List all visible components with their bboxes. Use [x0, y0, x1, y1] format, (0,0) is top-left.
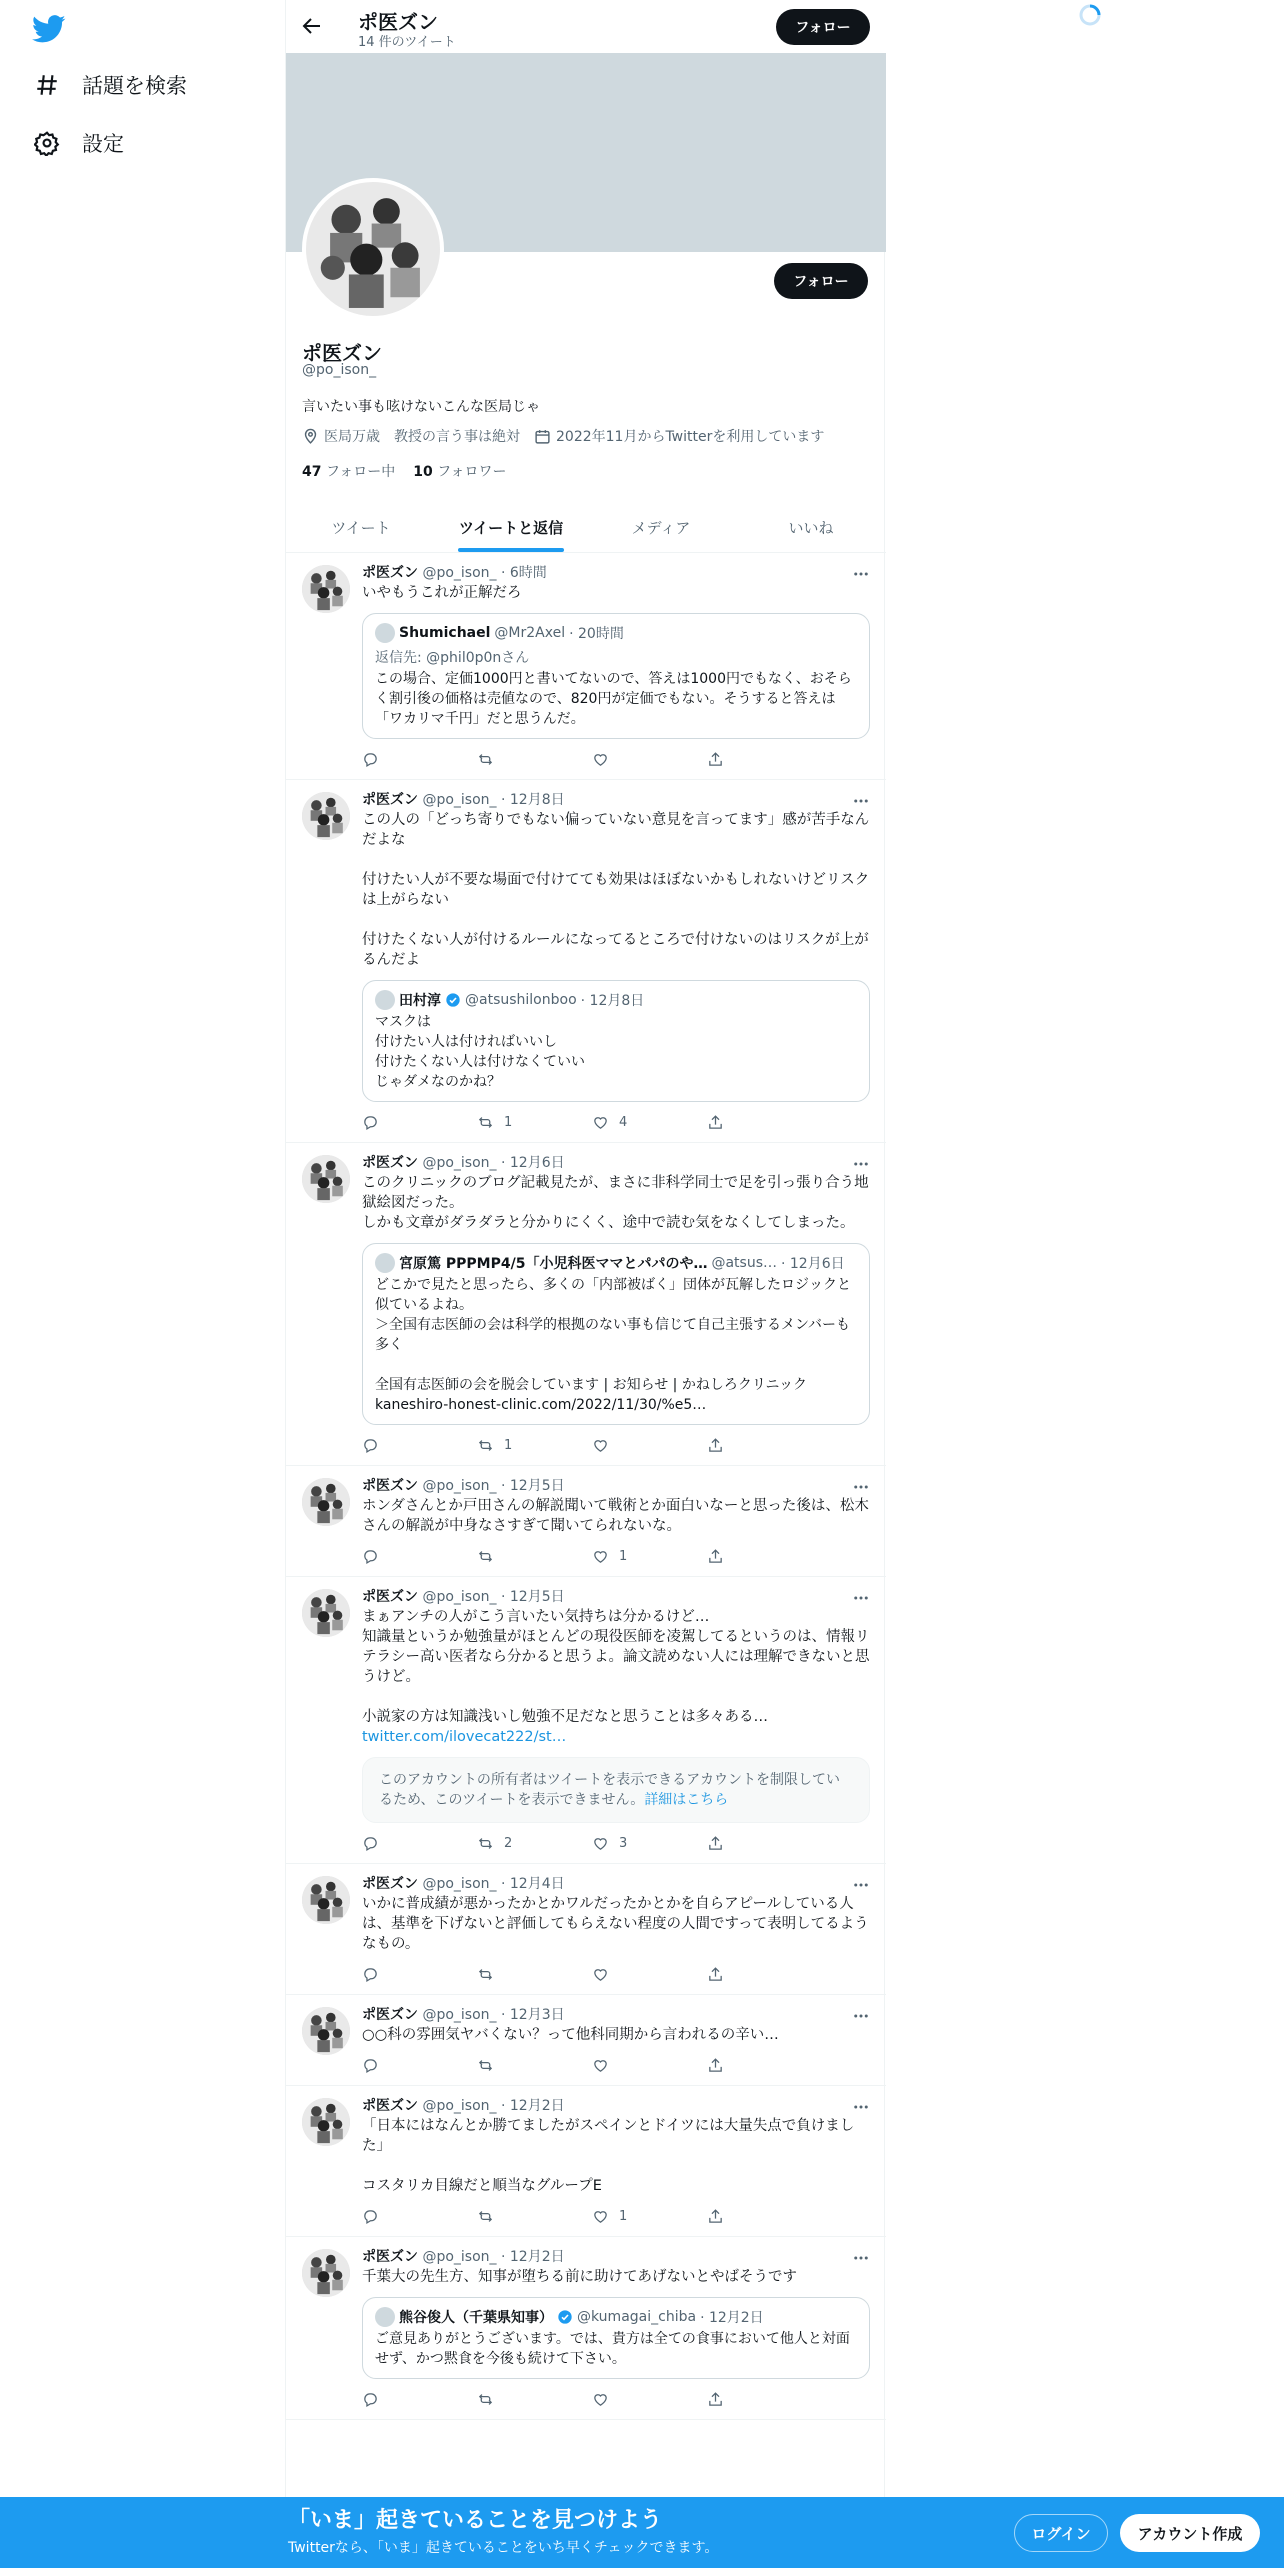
- reply-button[interactable]: [362, 1114, 442, 1131]
- quoted-tweet-text: この場合、定価1000円と書いてないので、答えは1000円でもなく、おそらく割引後の価格は売値なので、820円が定価でもない。そうすると答えは「ワカリマ千円」だと思うんだ。: [375, 671, 852, 727]
- reply-icon: [362, 1835, 379, 1852]
- tweet-header: [362, 563, 870, 583]
- bottom-banner-title: 「いま」起きていることを見つけよう: [288, 2508, 663, 2533]
- profile-name: ポ医ズン: [302, 341, 382, 365]
- retweet-button[interactable]: [477, 2391, 557, 2408]
- calendar-icon: [534, 428, 551, 445]
- reply-button[interactable]: [362, 2057, 442, 2074]
- tweet-author-name[interactable]: ポ医ズン: [362, 1876, 418, 1892]
- tweet-text: まぁアンチの人がこう言いたい気持ちは分かるけど… 知識量というか勉強量がほとんどの現役医師を凌駕してるというのは、情報リテラシー高い医者なら分かると思うよ。論文読めない人には理解できないと思うけど。 小説家の方は知識浅いし勉強不足だなと思うことは多々ある…: [362, 1609, 870, 1725]
- share-icon: [707, 2391, 724, 2408]
- tweet-link[interactable]: twitter.com/ilovecat222/st…: [362, 1729, 567, 1745]
- quoted-tweet[interactable]: [362, 613, 870, 739]
- tweet-author-name[interactable]: ポ医ズン: [362, 2249, 418, 2265]
- share-icon: [707, 2208, 724, 2225]
- quoted-tweet-text: マスクは 付けたい人は付ければいいし 付けたくない人は付けなくていい じゃダメなのかね？: [375, 1014, 585, 1090]
- tweet-header: [362, 2096, 870, 2116]
- more-options-icon[interactable]: [852, 565, 870, 583]
- share-button[interactable]: [707, 2208, 787, 2225]
- quoted-tweet-header: [375, 623, 857, 643]
- retweet-icon: [477, 1114, 494, 1131]
- profile-joined: [534, 426, 824, 446]
- quoted-tweet[interactable]: [362, 2297, 870, 2379]
- more-options-icon[interactable]: [852, 2007, 870, 2025]
- share-button[interactable]: [707, 1548, 787, 1565]
- quoted-avatar: [375, 2307, 395, 2327]
- signup-button[interactable]: アカウント作成: [1120, 2514, 1260, 2552]
- like-button[interactable]: [592, 2208, 672, 2225]
- heart-icon: [592, 2391, 609, 2408]
- quoted-author-name: 熊谷俊人（千葉県知事）: [399, 2310, 553, 2326]
- tweet-avatar[interactable]: [302, 1876, 350, 1924]
- like-button[interactable]: [592, 751, 672, 768]
- quoted-tweet[interactable]: [362, 980, 870, 1102]
- quoted-avatar: [375, 623, 395, 643]
- nav-settings[interactable]: [34, 128, 124, 158]
- share-button[interactable]: [707, 1835, 787, 1852]
- tweet-time[interactable]: · 12月5日: [500, 1589, 565, 1605]
- share-button[interactable]: [707, 2391, 787, 2408]
- share-icon: [707, 1966, 724, 1983]
- reply-button[interactable]: [362, 1835, 442, 1852]
- like-button[interactable]: [592, 2057, 672, 2074]
- tweet-header: [362, 1476, 870, 1496]
- tweet-author-name[interactable]: ポ医ズン: [362, 565, 418, 581]
- retweet-count: 2: [504, 1835, 513, 1851]
- more-options-icon[interactable]: [852, 2098, 870, 2116]
- quoted-author-handle: @atsus…: [711, 1255, 777, 1271]
- share-button[interactable]: [707, 1966, 787, 1983]
- following-link[interactable]: [302, 461, 395, 481]
- reply-button[interactable]: [362, 2391, 442, 2408]
- quoted-time: · 12月2日: [700, 2310, 764, 2326]
- profile-follow-stats: [302, 461, 507, 481]
- heart-icon: [592, 2057, 609, 2074]
- tweet-author-handle[interactable]: @po_ison_: [422, 565, 497, 581]
- tweet-actions: [362, 1964, 787, 1984]
- reply-icon: [362, 2057, 379, 2074]
- tweet-time[interactable]: · 12月8日: [500, 792, 565, 808]
- like-button[interactable]: [592, 1114, 672, 1131]
- tweet-avatar[interactable]: [302, 2007, 350, 2055]
- following-label: フォロー中: [325, 464, 396, 480]
- main-column: [285, 0, 885, 2568]
- location-pin-icon: [302, 428, 319, 445]
- retweet-icon: [477, 1437, 494, 1454]
- retweet-button[interactable]: [477, 1114, 557, 1131]
- quoted-time: · 12月8日: [580, 993, 645, 1009]
- profile-meta: [302, 426, 824, 446]
- tab-likes[interactable]: いいね: [788, 519, 834, 537]
- tweet-author-handle[interactable]: @po_ison_: [422, 1478, 497, 1494]
- profile-tabs: [286, 503, 886, 553]
- tweet-avatar[interactable]: [302, 1589, 350, 1637]
- share-icon: [707, 1437, 724, 1454]
- retweet-icon: [477, 1548, 494, 1565]
- tweet[interactable]: [286, 1577, 886, 1864]
- follow-button[interactable]: フォロー: [774, 263, 868, 299]
- share-icon: [707, 1835, 724, 1852]
- tweet-actions: [362, 1112, 787, 1132]
- heart-icon: [592, 1966, 609, 1983]
- header-name: ポ医ズン: [358, 10, 438, 34]
- header-tweet-count: 14 件のツイート: [358, 35, 456, 50]
- heart-icon: [592, 1548, 609, 1565]
- tab-tweets-and-replies[interactable]: ツイートと返信: [436, 503, 586, 552]
- tweet-text: このクリニックのブログ記載見たが、まさに非科学同士で足を引っ張り合う地獄絵図だった。 しかも文章がダラダラと分かりにくく、途中で読む気をなくしてしまった。: [362, 1175, 869, 1231]
- retweet-count: 1: [504, 1114, 513, 1130]
- tweet-avatar[interactable]: [302, 1478, 350, 1526]
- quoted-tweet-header: [375, 990, 857, 1010]
- reply-icon: [362, 1437, 379, 1454]
- share-icon: [707, 1114, 724, 1131]
- tweet-text: ホンダさんとか戸田さんの解説聞いて戦術とか面白いなーと思った後は、松木さんの解説が中身なさすぎて聞いてられないな。: [362, 1498, 869, 1534]
- like-button[interactable]: [592, 1966, 672, 1983]
- tweet-time[interactable]: · 12月4日: [500, 1876, 565, 1892]
- share-icon: [707, 2057, 724, 2074]
- tweet-header: [362, 1587, 870, 1607]
- back-arrow-icon[interactable]: [300, 14, 324, 38]
- bottom-banner-subtitle: Twitterなら、「いま」起きていることをいち早くチェックできます。: [288, 2540, 719, 2556]
- reply-icon: [362, 1548, 379, 1565]
- profile-joined-text: 2022年11月からTwitterを利用しています: [556, 429, 825, 445]
- quoted-author-name: Shumichael: [399, 625, 491, 641]
- notice-learn-more-link[interactable]: 詳細はこちら: [644, 1792, 729, 1808]
- loading-spinner-icon: [1078, 3, 1102, 27]
- tweet-actions: [362, 1435, 787, 1455]
- tweet-unavailable-notice: [362, 1757, 870, 1823]
- tweet-feed: [286, 553, 886, 2420]
- followers-label: フォロワー: [437, 464, 507, 480]
- reply-button[interactable]: [362, 2208, 442, 2225]
- follow-button-top[interactable]: フォロー: [776, 9, 870, 45]
- retweet-icon: [477, 2057, 494, 2074]
- quoted-author-handle: @atsushilonboo: [465, 992, 577, 1008]
- quoted-time: · 12月6日: [780, 1256, 845, 1272]
- gear-icon: [34, 130, 60, 156]
- tweet[interactable]: [286, 2086, 886, 2237]
- heart-icon: [592, 1114, 609, 1131]
- tweet-avatar[interactable]: [302, 2098, 350, 2146]
- tweet[interactable]: [286, 780, 886, 1143]
- heart-icon: [592, 1437, 609, 1454]
- tweet-header: [362, 790, 870, 810]
- tweet-actions: [362, 2389, 787, 2409]
- tweet-author-name[interactable]: ポ医ズン: [362, 1589, 418, 1605]
- tweet[interactable]: [286, 1995, 886, 2086]
- quoted-avatar: [375, 1253, 395, 1273]
- hashtag-icon: [34, 72, 60, 98]
- tab-tweets[interactable]: ツイート: [331, 519, 391, 537]
- tweet-author-name[interactable]: ポ医ズン: [362, 2098, 418, 2114]
- share-button[interactable]: [707, 2057, 787, 2074]
- tweet-time[interactable]: · 12月6日: [500, 1155, 565, 1171]
- tweet-actions: [362, 1833, 787, 1853]
- tweet-actions: [362, 749, 787, 769]
- quoted-author-name: 宮原篤 PPPMP4/5「小児科医ママとパパのや…: [399, 1256, 708, 1272]
- retweet-icon: [477, 751, 494, 768]
- tweet-author-name[interactable]: ポ医ズン: [362, 2007, 418, 2023]
- quoted-author-handle: @kumagai_chiba: [577, 2309, 697, 2325]
- followers-link[interactable]: [413, 461, 506, 481]
- more-options-icon[interactable]: [852, 1155, 870, 1173]
- retweet-count: 1: [504, 1437, 513, 1453]
- profile-avatar[interactable]: [302, 178, 444, 320]
- profile-location: [302, 426, 520, 446]
- tweet-author-handle[interactable]: @po_ison_: [422, 1155, 497, 1171]
- more-options-icon[interactable]: [852, 2249, 870, 2267]
- tweet-author-handle[interactable]: @po_ison_: [422, 2098, 497, 2114]
- quoted-tweet-header: [375, 2307, 857, 2327]
- verified-badge-icon: [557, 2309, 573, 2325]
- top-bar: [286, 0, 886, 53]
- retweet-button[interactable]: [477, 1437, 557, 1454]
- tweet-header: [362, 2005, 870, 2025]
- twitter-logo-icon[interactable]: [32, 12, 66, 46]
- share-icon: [707, 1548, 724, 1565]
- nav-settings-label: 設定: [82, 132, 124, 156]
- quoted-author-name: 田村淳: [399, 993, 441, 1009]
- tweet-avatar[interactable]: [302, 565, 350, 613]
- tweet-text: いかに普成績が悪かったかとかワルだったかとかを自らアピールしている人は、基準を下げないと評価してもらえない程度の人間ですって表明してるようなもの。: [362, 1896, 869, 1952]
- more-options-icon[interactable]: [852, 792, 870, 810]
- like-button[interactable]: [592, 1835, 672, 1852]
- reply-button[interactable]: [362, 1437, 442, 1454]
- tweet-author-name[interactable]: ポ医ズン: [362, 1478, 418, 1494]
- tweet-author-handle[interactable]: @po_ison_: [422, 1876, 497, 1892]
- tweet-author-name[interactable]: ポ医ズン: [362, 792, 418, 808]
- like-count: 4: [619, 1114, 628, 1130]
- nav-explore[interactable]: [34, 70, 187, 100]
- login-button[interactable]: ログイン: [1014, 2514, 1108, 2552]
- notice-text: このアカウントの所有者はツイートを表示できるアカウントを制限しているため、このツイートを表示できません。: [379, 1772, 841, 1808]
- retweet-button[interactable]: [477, 2208, 557, 2225]
- tweet-text: いやもうこれが正解だろ: [362, 585, 522, 601]
- more-options-icon[interactable]: [852, 1478, 870, 1496]
- verified-badge-icon: [445, 992, 461, 1008]
- retweet-button[interactable]: [477, 1548, 557, 1565]
- tweet-header: [362, 1874, 870, 1894]
- tweet[interactable]: [286, 2237, 886, 2420]
- share-button[interactable]: [707, 1114, 787, 1131]
- reply-icon: [362, 1966, 379, 1983]
- quoted-tweet-text: どこかで見たと思ったら、多くの「内部被ばく」団体が瓦解したロジックと似ているよね。 ＞全国有志医師の会は科学的根拠のない事も信じて自己主張するメンバーも多く 全国有志医師の会を脱会しています | お知らせ | かねしろクリニック kaneshiro-honest-clinic.com/2022/11/30/%e5…: [375, 1277, 851, 1413]
- share-button[interactable]: [707, 1437, 787, 1454]
- followers-count: 10: [413, 464, 433, 480]
- retweet-icon: [477, 2208, 494, 2225]
- tweet-text: この人の「どっち寄りでもない偏っていない意見を言ってます」感が苦手なんだよな 付けたい人が不要な場面で付けてても効果はほぼないかもしれないけどリスクは上がらない 付けたくない人が付けるルールになってるところで付けないのはリスクが上がるんだよ: [362, 812, 870, 968]
- tweet-actions: [362, 2055, 787, 2075]
- retweet-button[interactable]: [477, 751, 557, 768]
- heart-icon: [592, 1835, 609, 1852]
- tweet-avatar[interactable]: [302, 792, 350, 840]
- like-button[interactable]: [592, 1548, 672, 1565]
- tweet-time[interactable]: · 12月2日: [500, 2098, 565, 2114]
- tweet[interactable]: [286, 1466, 886, 1577]
- tweet-avatar[interactable]: [302, 1155, 350, 1203]
- quoted-tweet[interactable]: [362, 1243, 870, 1425]
- more-options-icon[interactable]: [852, 1876, 870, 1894]
- like-button[interactable]: [592, 1437, 672, 1454]
- tweet-author-handle[interactable]: @po_ison_: [422, 1589, 497, 1605]
- tab-media[interactable]: メディア: [631, 519, 691, 537]
- tweet-time[interactable]: · 6時間: [500, 565, 547, 581]
- share-icon: [707, 751, 724, 768]
- tweet-time[interactable]: · 12月3日: [500, 2007, 565, 2023]
- tweet[interactable]: [286, 1143, 886, 1466]
- reply-icon: [362, 2208, 379, 2225]
- bottom-signup-banner: [0, 2497, 1284, 2568]
- retweet-button[interactable]: [477, 1966, 557, 1983]
- tweet[interactable]: [286, 553, 886, 780]
- tweet-time[interactable]: · 12月5日: [500, 1478, 565, 1494]
- tweet-time[interactable]: · 12月2日: [500, 2249, 565, 2265]
- tweet-avatar[interactable]: [302, 2249, 350, 2297]
- quoted-author-handle: @Mr2Axel: [494, 625, 566, 641]
- tweet-text: 「日本にはなんとか勝てましたがスペインとドイツには大量失点で負けました」 コスタリカ目線だと順当なグループE: [362, 2118, 855, 2194]
- tweet-author-handle[interactable]: @po_ison_: [422, 2007, 497, 2023]
- heart-icon: [592, 751, 609, 768]
- reply-button[interactable]: [362, 1966, 442, 1983]
- reply-button[interactable]: [362, 1548, 442, 1565]
- following-count: 47: [302, 464, 322, 480]
- tweet-header: [362, 1153, 870, 1173]
- profile-handle: @po_ison_: [302, 362, 377, 378]
- like-count: 1: [619, 2208, 628, 2224]
- reply-button[interactable]: [362, 751, 442, 768]
- quoted-tweet-text: ご意見ありがとうございます。では、貴方は全ての食事において他人と対面せず、かつ黙食を今後も続けて下さい。: [375, 2331, 850, 2367]
- tweet-author-handle[interactable]: @po_ison_: [422, 792, 497, 808]
- share-button[interactable]: [707, 751, 787, 768]
- retweet-icon: [477, 1966, 494, 1983]
- retweet-button[interactable]: [477, 2057, 557, 2074]
- profile-location-text: 医局万歳 教授の言う事は絶対: [324, 429, 520, 445]
- like-count: 3: [619, 1835, 628, 1851]
- like-count: 1: [619, 1548, 628, 1564]
- quoted-tweet-header: [375, 1253, 857, 1273]
- retweet-button[interactable]: [477, 1835, 557, 1852]
- quoted-reply-to: 返信先: @phil0p0nさん: [375, 650, 530, 666]
- tweet-header: [362, 2247, 870, 2267]
- nav-explore-label: 話題を検索: [82, 74, 187, 98]
- reply-icon: [362, 751, 379, 768]
- profile-bio: 言いたい事も呟けないこんな医局じゃ: [302, 399, 540, 415]
- more-options-icon[interactable]: [852, 1589, 870, 1607]
- tweet-actions: [362, 1546, 787, 1566]
- tweet-text: 千葉大の先生方、知事が堕ちる前に助けてあげないとやばそうです: [362, 2269, 797, 2285]
- tweet[interactable]: [286, 1864, 886, 1995]
- tweet-text: ○○科の雰囲気ヤバくない？って他科同期から言われるの辛い…: [362, 2027, 779, 2043]
- quoted-time: · 20時間: [569, 626, 624, 642]
- reply-icon: [362, 2391, 379, 2408]
- reply-icon: [362, 1114, 379, 1131]
- heart-icon: [592, 2208, 609, 2225]
- tweet-actions: [362, 2206, 787, 2226]
- quoted-avatar: [375, 990, 395, 1010]
- tweet-author-handle[interactable]: @po_ison_: [422, 2249, 497, 2265]
- retweet-icon: [477, 2391, 494, 2408]
- retweet-icon: [477, 1835, 494, 1852]
- tweet-author-name[interactable]: ポ医ズン: [362, 1155, 418, 1171]
- like-button[interactable]: [592, 2391, 672, 2408]
